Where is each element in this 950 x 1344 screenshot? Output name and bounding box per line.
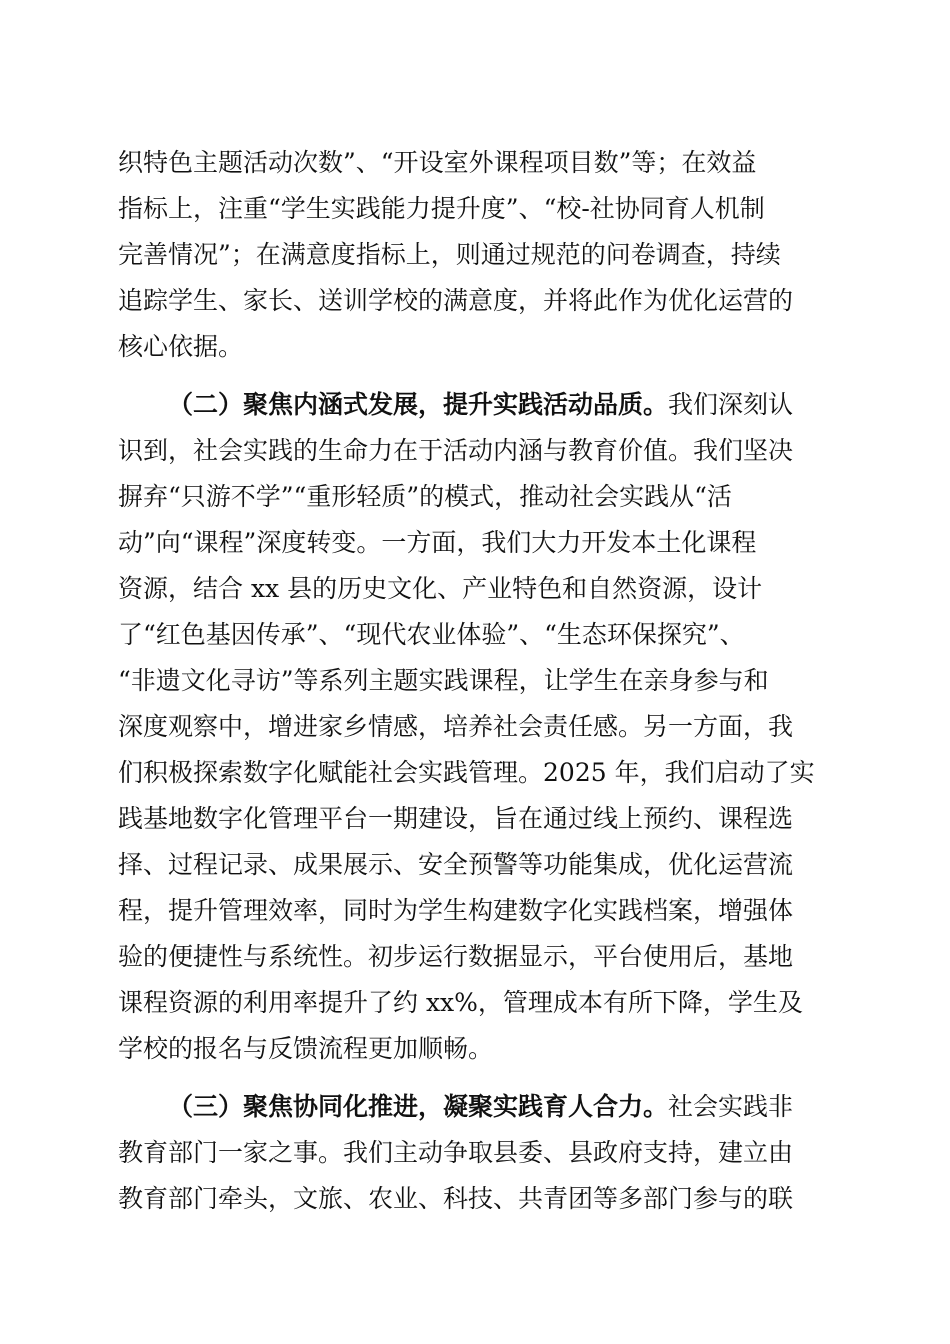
- text-line: 摒弃“只游不学”“重形轻质”的模式，推动社会实践从“活: [118, 482, 732, 511]
- text-line: 教育部门牵头，文旅、农业、科技、共青团等多部门参与的联: [118, 1184, 794, 1213]
- paragraph-2: [118, 382, 830, 1072]
- section-heading: （三）聚焦协同化推进，凝聚实践育人合力。: [168, 1092, 669, 1121]
- paragraph-first-line: [118, 382, 830, 428]
- paragraph-1: [118, 140, 830, 370]
- text-line: 择、过程记录、成果展示、安全预警等功能集成，优化运营流: [118, 850, 794, 879]
- text-line: “非遗文化寻访”等系列主题实践课程，让学生在亲身参与和: [118, 666, 769, 695]
- text-line: 动”向“课程”深度转变。一方面，我们大力开发本土化课程: [118, 528, 757, 557]
- text-line: 核心依据。: [118, 332, 244, 361]
- text-line: 教育部门一家之事。我们主动争取县委、县政府支持，建立由: [118, 1138, 794, 1167]
- text-line: 指标上，注重“学生实践能力提升度”、“校-社协同育人机制: [118, 194, 765, 223]
- text-line: 完善情况”；在满意度指标上，则通过规范的问卷调查，持续: [118, 240, 781, 269]
- text-run: 社会实践非: [668, 1092, 794, 1121]
- document-body: [118, 140, 830, 1222]
- text-line: 践基地数字化管理平台一期建设，旨在通过线上预约、课程选: [118, 804, 794, 833]
- text-run: 我们深刻认: [668, 390, 794, 419]
- text-line: 织特色主题活动次数”、“开设室外课程项目数”等；在效益: [118, 148, 757, 177]
- text-line: 追踪学生、家长、送训学校的满意度，并将此作为优化运营的: [118, 286, 794, 315]
- text-line: 验的便捷性与系统性。初步运行数据显示，平台使用后，基地: [118, 942, 794, 971]
- paragraph-first-line: [118, 1084, 830, 1130]
- text-line: 深度观察中，增进家乡情感，培养社会责任感。另一方面，我: [118, 712, 794, 741]
- paragraph-3: [118, 1084, 830, 1222]
- text-line: 们积极探索数字化赋能社会实践管理。2025 年，我们启动了实: [118, 758, 815, 787]
- text-line: 资源，结合 xx 县的历史文化、产业特色和自然资源，设计: [118, 574, 763, 603]
- text-line: 课程资源的利用率提升了约 xx%，管理成本有所下降，学生及: [118, 988, 803, 1017]
- text-line: 识到，社会实践的生命力在于活动内涵与教育价值。我们坚决: [118, 436, 794, 465]
- text-line: 程，提升管理效率，同时为学生构建数字化实践档案，增强体: [118, 896, 794, 925]
- text-line: 学校的报名与反馈流程更加顺畅。: [118, 1034, 494, 1063]
- text-line: 了“红色基因传承”、“现代农业体验”、“生态环保探究”、: [118, 620, 745, 649]
- section-heading: （二）聚焦内涵式发展，提升实践活动品质。: [168, 390, 669, 419]
